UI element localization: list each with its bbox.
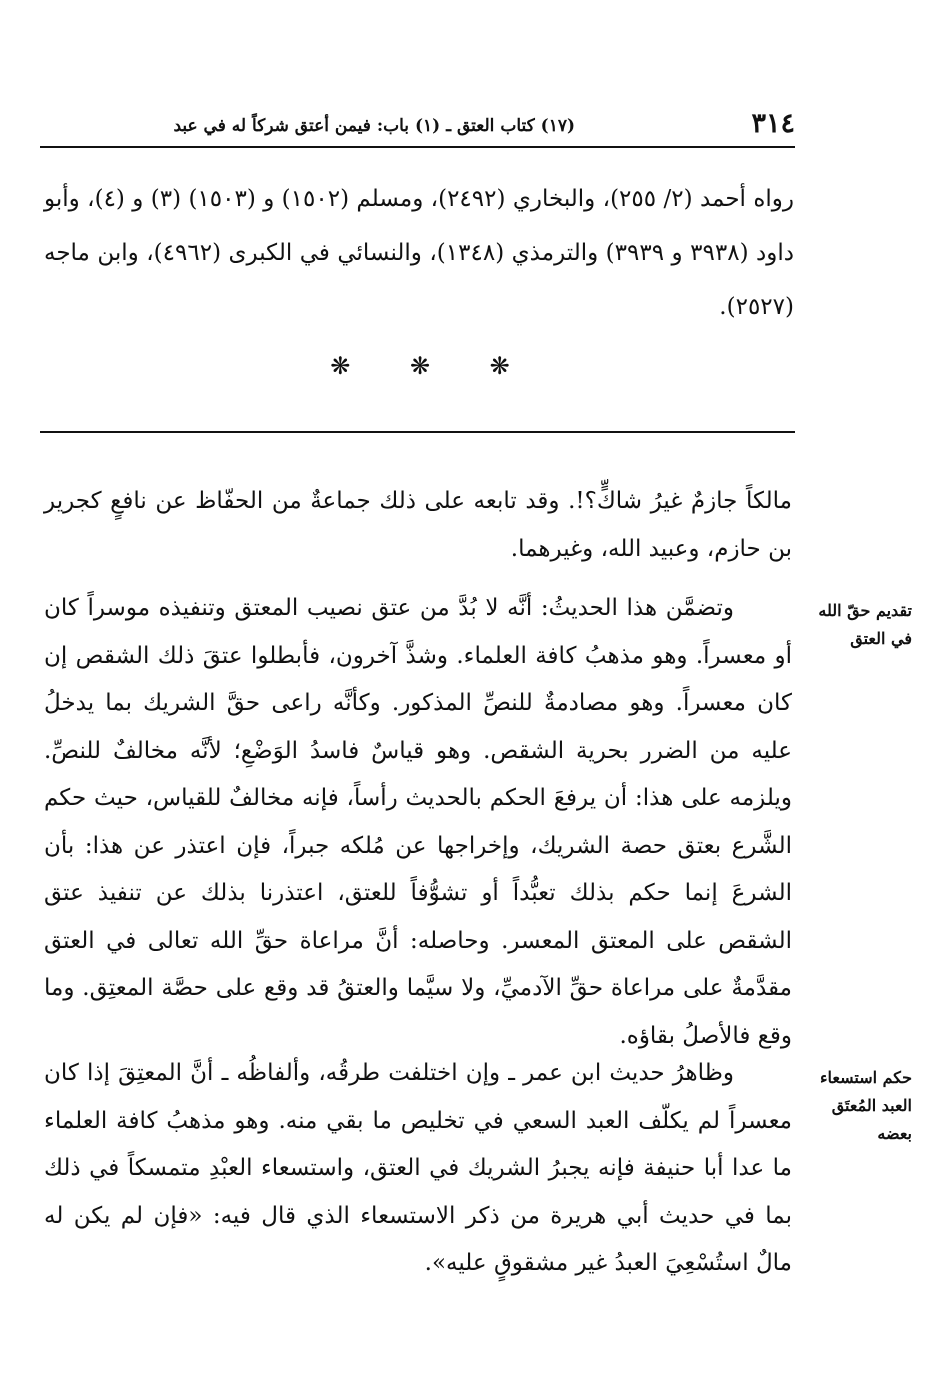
paragraph-2: وتضمَّن هذا الحديثُ: أنَّه لا بُدَّ من عتق نصيب المعتق وتنفيذه موسراً كان أو معسراً. وهو مذهبُ كافة العلماء. وشذَّ آخرون، فأبطلوا عتقَ ذلك الشقص إن كان معسراً. وهو مصادمةٌ للنصِّ المذكور. وكأنَّه راعى حقَّ الشريك بما يدخلُ عليه من الضرر بحرية الشقص. وهو قياسٌ فاسدُ الوَضْعِ؛ لأنَّه مخالفٌ للنصِّ. ويلزمه على هذا: أن يرفعَ الحكم بالحديث رأساً، فإنه مخالفٌ للقياس، حيث حكم الشَّرع بعتق حصة الشريك، وإخراجها عن مُلكه جبراً، فإن اعتذر عن هذا: بأن الشرعَ إنما حكم بذلك تعبُّداً أو تشوُّفاً للعتق، اعتذرنا بذلك عن تنفيذ عتق الشقص على المعتق المعسر. وحاصله: أنَّ مراعاة حقِّ الله تعالى في العتق مقدَّمةٌ على مراعاة حقِّ الآدميِّ، ولا سيَّما والعتقُ قد وقع على حصَّة المعتِق. وما وقع فالأصلُ بقاؤه.	[44, 595, 792, 1049]
paragraph-1: مالكاً جازمٌ غيرُ شاكٍّ؟!. وقد تابعه على ذلك جماعةٌ من الحفّاظ عن نافعٍ كجرير بن حازم، وعبيد الله، وغيرهما.	[44, 488, 792, 562]
section-separator-stars: ❋ ❋ ❋	[330, 352, 510, 380]
divider-rule	[40, 431, 795, 433]
page-header	[40, 106, 795, 148]
page-number: ٣١٤	[751, 108, 795, 139]
running-title: (١٧) كتاب العتق ـ (١) باب: فيمن أعتق شركاً له في عبد	[173, 116, 575, 136]
paragraph-3: وظاهرُ حديث ابن عمر ـ وإن اختلفت طرقُه، وألفاظُه ـ أنَّ المعتِقَ إذا كان معسراً لم يكلّف العبد السعي في تخليص ما بقي منه. وهو مذهبُ كافة العلماء ما عدا أبا حنيفة فإنه يجبرُ الشريك في العتق، واستسعاء العبْدِ متمسكاً في ذلك بما في حديث أبي هريرة من ذكر الاستسعاء الذي قال فيه: «فإن لم يكن له مالٌ استُسْعِيَ العبدُ غير مشقوقٍ عليه».	[44, 1060, 792, 1276]
margin-note-2: حكم استسعاء العبد المُعتَق بعضه	[819, 1068, 912, 1143]
margin-note-1: تقديم حقّ الله في العتق	[818, 601, 912, 648]
footnote-text: رواه أحمد (٢/ ٢٥٥)، والبخاري (٢٤٩٢)، ومسلم (١٥٠٢) و (١٥٠٣) (٣) و (٤)، وأبو داود (٣٩٣٨ و ٣٩٣٩) والترمذي (١٣٤٨)، والنسائي في الكبرى (٤٩٦٢)، وابن ماجه (٢٥٢٧).	[44, 186, 794, 320]
